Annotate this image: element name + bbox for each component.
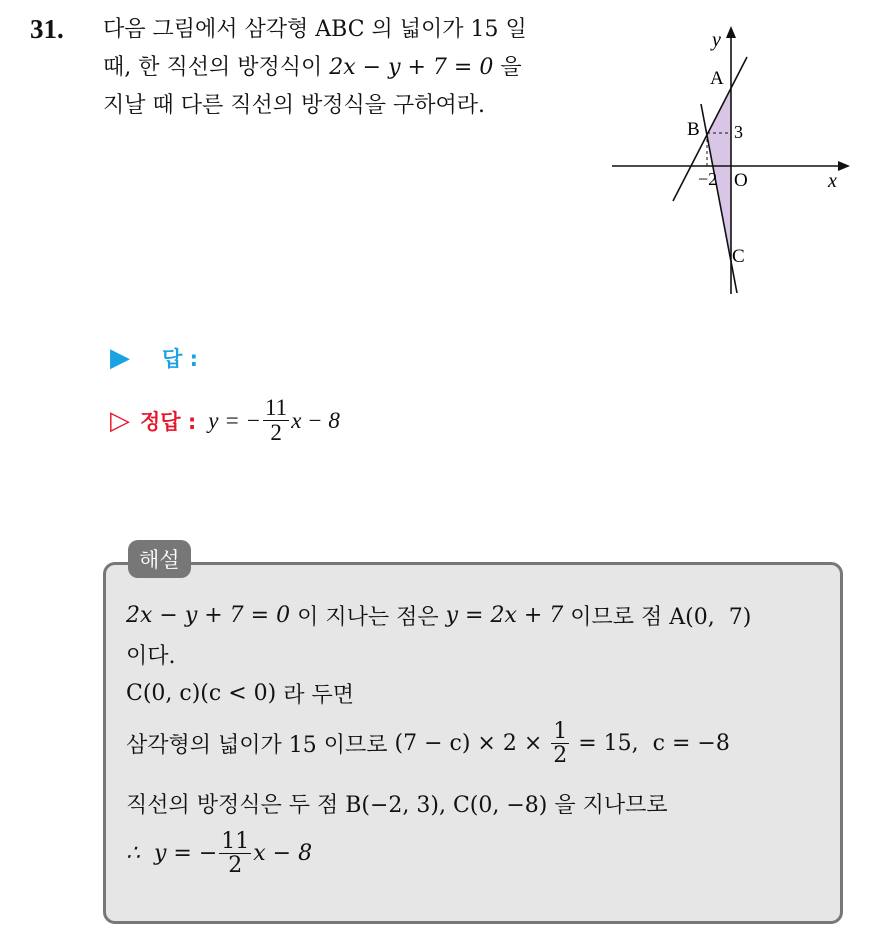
solution-line-2: 이다. [126, 644, 176, 669]
question-line-3: 지날 때 다른 직선의 방정식을 구하여라. [103, 93, 485, 118]
solution-line-1 [126, 600, 751, 631]
solution-tag: 해설 [128, 540, 191, 578]
y-axis-arrow [726, 26, 736, 38]
solution-text: 이므로 점 A(0, 7) [563, 605, 752, 630]
correct-answer-row [110, 396, 340, 445]
tick-x-label: −2 [698, 169, 718, 189]
fraction-denominator: 2 [228, 853, 243, 879]
fraction-numerator: 1 [553, 719, 568, 744]
solution-text: 라 두면 [276, 683, 354, 708]
solution-expr: x − 8 [253, 841, 313, 867]
point-a-label: A [710, 68, 724, 89]
solution-text: 이 지나는 점은 [290, 605, 446, 630]
answer-label: 답 : [162, 347, 198, 371]
answer-row [110, 343, 198, 373]
solution-line-3 [126, 678, 354, 709]
question-text: 때, 한 직선의 방정식이 [103, 55, 330, 80]
x-axis-label: x [828, 170, 837, 192]
tick-y-label: 3 [734, 122, 743, 142]
solution-expr: ∴ y = − [126, 841, 218, 867]
coordinate-figure [604, 20, 854, 300]
point-c-label: C [732, 246, 745, 267]
outline-play-icon: ▷ [110, 405, 130, 436]
fraction [219, 830, 251, 877]
solution-expr: (7 − c) × 2 × [394, 731, 550, 757]
play-icon: ▶ [110, 343, 130, 373]
fraction-numerator: 11 [265, 395, 288, 420]
solution-expr: 2x − y + 7 = 0 [126, 603, 291, 628]
x-axis-arrow [838, 161, 850, 171]
solution-text: 삼각형의 넓이가 15 이므로 [126, 733, 395, 759]
expr-suffix: x − 8 [291, 407, 340, 433]
correct-answer-expression [208, 396, 340, 445]
solution-line-5: 직선의 방정식은 두 점 B(−2, 3), C(0, −8) 을 지나므로 [126, 793, 668, 818]
solution-line-4 [126, 720, 730, 767]
question-number: 31. [30, 14, 64, 44]
fraction [551, 720, 569, 767]
y-axis-label: y [712, 29, 721, 51]
line-equation: 2x − y + 7 = 0 [329, 55, 494, 80]
solution-line-6 [126, 830, 312, 877]
fraction-numerator: 11 [221, 829, 250, 854]
origin-label: O [734, 170, 748, 191]
solution-expr: y = 2x + 7 [445, 603, 564, 628]
question-text: 을 [493, 55, 522, 80]
question-line-2 [103, 50, 522, 81]
fraction [263, 396, 289, 445]
point-b-label: B [687, 119, 700, 140]
fraction-denominator: 2 [553, 743, 568, 769]
correct-answer-label: 정답 : [140, 409, 197, 434]
expr-prefix: y = − [208, 407, 262, 433]
solution-expr: C(0, c)(c < 0) [126, 681, 277, 706]
fraction-denominator: 2 [270, 420, 282, 446]
question-line-1: 다음 그림에서 삼각형 ABC 의 넓이가 15 일 [103, 17, 527, 42]
solution-expr: = 15, c = −8 [571, 731, 730, 757]
